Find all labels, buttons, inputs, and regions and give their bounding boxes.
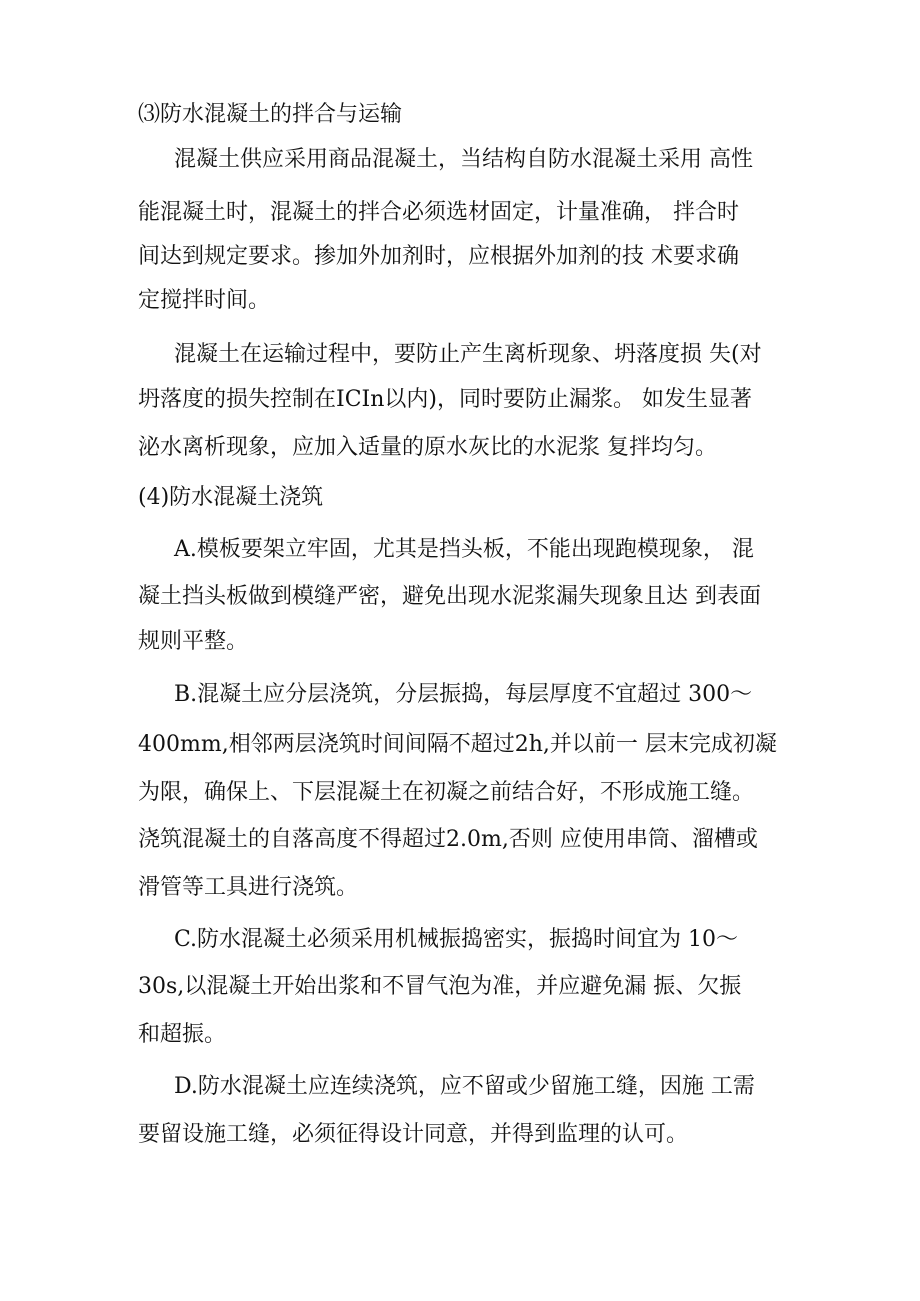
paragraph-line: 泌水离析现象，应加入适量的原水灰比的水泥浆 复拌均匀。: [138, 435, 717, 460]
paragraph-line: 浇筑混凝土的自落高度不得超过2.0m,否则 应使用串筒、溜槽或: [138, 827, 758, 852]
paragraph-line: 和超振。: [138, 1022, 227, 1047]
paragraph-line: 混凝土在运输过程中，要防止产生离析现象、坍落度损 失(对: [174, 342, 762, 367]
paragraph-line: 30s,以混凝土开始出浆和不冒气泡为准，并应避免漏 振、欠振: [138, 974, 742, 999]
paragraph-line: 间达到规定要求。掺加外加剂时，应根据外加剂的技 术要求确: [138, 244, 739, 269]
paragraph-line: 定搅拌时间。: [138, 288, 271, 313]
paragraph-line: 能混凝土时，混凝土的拌合必须选材固定，计量准确， 拌合时: [138, 200, 739, 225]
paragraph-line: 要留设施工缝，必须征得设计同意，并得到监理的认可。: [138, 1122, 689, 1147]
paragraph-line: 坍落度的损失控制在ICIn以内)，同时要防止漏浆。 如发生显著: [138, 387, 752, 412]
section-heading-mixing-transport: ⑶防水混凝土的拌合与运输: [138, 102, 403, 127]
paragraph-line: 凝土挡头板做到模缝严密，避免出现水泥浆漏失现象且达 到表面: [138, 584, 761, 609]
paragraph-line: 400mm,相邻两层浇筑时间间隔不超过2h,并以前一 层末完成初凝: [138, 732, 777, 757]
paragraph-line: 混凝土供应采用商品混凝土，当结构自防水混凝土采用 高性: [174, 147, 753, 172]
paragraph-line: 滑管等工具进行浇筑。: [138, 875, 359, 900]
section-heading-pouring: (4)防水混凝土浇筑: [138, 485, 324, 510]
paragraph-line: C.防水混凝土必须采用机械振捣密实，振捣时间宜为 10～: [174, 927, 739, 952]
paragraph-line: D.防水混凝土应连续浇筑，应不留或少留施工缝，因施 工需: [174, 1074, 755, 1099]
paragraph-line: 为限，确保上、下层混凝土在初凝之前结合好，不形成施工缝。: [138, 780, 755, 805]
paragraph-line: 规则平整。: [138, 629, 249, 654]
paragraph-line: B.混凝土应分层浇筑，分层振捣，每层厚度不宜超过 300～: [174, 682, 753, 707]
paragraph-line: A.模板要架立牢固，尤其是挡头板，不能出现跑模现象， 混: [174, 537, 754, 562]
